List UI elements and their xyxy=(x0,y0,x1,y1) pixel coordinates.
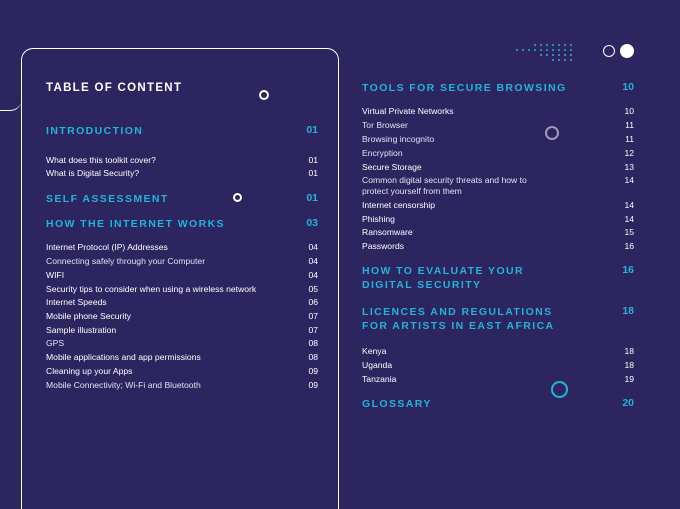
toc-page-number: 19 xyxy=(624,374,634,384)
grid-dot xyxy=(546,54,548,56)
grid-dot xyxy=(552,44,554,46)
toc-page-number: 08 xyxy=(308,338,318,348)
toc-page-number: 01 xyxy=(308,155,318,165)
toc-entry[interactable]: Ransomware xyxy=(362,227,413,237)
decorative-filled-circle-icon xyxy=(620,44,634,58)
toc-entry[interactable]: Browsing incognito xyxy=(362,134,435,144)
section-introduction[interactable]: INTRODUCTION xyxy=(46,125,144,137)
toc-entry[interactable]: Internet Speeds xyxy=(46,297,107,307)
section-secure-browsing[interactable]: TOOLS FOR SECURE BROWSING xyxy=(362,82,567,94)
toc-entry[interactable]: Encryption xyxy=(362,148,403,158)
toc-page-number: 04 xyxy=(308,270,318,280)
grid-dot xyxy=(564,59,566,61)
section-licences-line2[interactable]: FOR ARTISTS IN EAST AFRICA xyxy=(362,320,555,332)
toc-entry-continued[interactable]: protect yourself from them xyxy=(362,186,462,196)
grid-dot xyxy=(558,59,560,61)
grid-dot xyxy=(558,49,560,51)
toc-page-number: 09 xyxy=(308,380,318,390)
page-title: TABLE OF CONTENT xyxy=(46,82,183,94)
toc-page-number: 05 xyxy=(308,284,318,294)
section-page-number: 16 xyxy=(622,264,634,276)
grid-dot xyxy=(552,59,554,61)
grid-dot xyxy=(522,49,524,51)
toc-page-number: 04 xyxy=(308,242,318,252)
section-evaluate-security-line2[interactable]: DIGITAL SECURITY xyxy=(362,279,482,291)
toc-page-number: 14 xyxy=(624,214,634,224)
toc-page-number: 11 xyxy=(625,134,634,144)
toc-entry[interactable]: Common digital security threats and how to xyxy=(362,175,527,185)
grid-dot xyxy=(564,44,566,46)
grid-dot xyxy=(564,54,566,56)
section-licences[interactable]: LICENCES AND REGULATIONS xyxy=(362,306,553,318)
toc-entry[interactable]: Tor Browser xyxy=(362,120,408,130)
toc-entry[interactable]: Secure Storage xyxy=(362,162,422,172)
section-page-number: 01 xyxy=(306,124,318,136)
toc-page-number: 18 xyxy=(624,360,634,370)
grid-dot xyxy=(570,54,572,56)
grid-dot xyxy=(540,54,542,56)
grid-dot xyxy=(558,54,560,56)
toc-page-number: 15 xyxy=(624,227,634,237)
decorative-ring-icon xyxy=(551,381,568,398)
toc-page-number: 08 xyxy=(308,352,318,362)
toc-page-number: 11 xyxy=(625,120,634,130)
toc-page-number: 06 xyxy=(308,297,318,307)
toc-page-number: 01 xyxy=(308,168,318,178)
toc-entry[interactable]: What is Digital Security? xyxy=(46,168,140,178)
toc-page-number: 04 xyxy=(308,256,318,266)
toc-entry[interactable]: Passwords xyxy=(362,241,405,251)
toc-entry[interactable]: Virtual Private Networks xyxy=(362,106,454,116)
grid-dot xyxy=(540,49,542,51)
grid-dot xyxy=(570,49,572,51)
toc-entry[interactable]: GPS xyxy=(46,338,65,348)
frame-corner-line xyxy=(0,48,22,111)
decorative-ring-icon xyxy=(545,126,559,140)
grid-dot xyxy=(528,49,530,51)
section-self-assessment[interactable]: SELF ASSESSMENT xyxy=(46,193,169,205)
toc-page-number: 07 xyxy=(308,311,318,321)
grid-dot xyxy=(534,49,536,51)
grid-dot xyxy=(558,44,560,46)
section-page-number: 03 xyxy=(306,217,318,229)
grid-dot xyxy=(552,49,554,51)
toc-entry[interactable]: Connecting safely through your Computer xyxy=(46,256,206,266)
section-page-number: 20 xyxy=(622,397,634,409)
toc-entry[interactable]: Security tips to consider when using a wireless network xyxy=(46,284,257,294)
toc-page-number: 10 xyxy=(624,106,634,116)
grid-dot xyxy=(570,44,572,46)
toc-entry[interactable]: Uganda xyxy=(362,360,393,370)
section-page-number: 10 xyxy=(622,81,634,93)
toc-entry[interactable]: Sample illustration xyxy=(46,325,117,335)
toc-page-number: 14 xyxy=(624,200,634,210)
decorative-ring-icon xyxy=(603,45,615,57)
toc-page-number: 16 xyxy=(624,241,634,251)
toc-entry[interactable]: Mobile applications and app permissions xyxy=(46,352,201,362)
section-page-number: 18 xyxy=(622,305,634,317)
toc-entry[interactable]: Cleaning up your Apps xyxy=(46,366,133,376)
toc-page-number: 09 xyxy=(308,366,318,376)
grid-dot xyxy=(516,49,518,51)
toc-page-number: 14 xyxy=(624,175,634,185)
decorative-ring-icon xyxy=(233,193,242,202)
grid-dot xyxy=(534,44,536,46)
toc-entry[interactable]: Kenya xyxy=(362,346,387,356)
grid-dot xyxy=(552,54,554,56)
section-page-number: 01 xyxy=(306,192,318,204)
grid-dot xyxy=(546,49,548,51)
toc-entry[interactable]: Internet Protocol (IP) Addresses xyxy=(46,242,168,252)
toc-entry[interactable]: Mobile Connectivity; Wi-Fi and Bluetooth xyxy=(46,380,201,390)
toc-page-number: 18 xyxy=(624,346,634,356)
section-evaluate-security[interactable]: HOW TO EVALUATE YOUR xyxy=(362,265,524,277)
decorative-ring-icon xyxy=(259,90,269,100)
grid-dot xyxy=(540,44,542,46)
toc-entry[interactable]: WIFI xyxy=(46,270,65,280)
toc-entry[interactable]: What does this toolkit cover? xyxy=(46,155,156,165)
toc-page-number: 07 xyxy=(308,325,318,335)
toc-page-number: 13 xyxy=(624,162,634,172)
toc-entry[interactable]: Internet censorship xyxy=(362,200,436,210)
section-internet-works[interactable]: HOW THE INTERNET WORKS xyxy=(46,218,225,230)
toc-entry[interactable]: Phishing xyxy=(362,214,395,224)
toc-entry[interactable]: Mobile phone Security xyxy=(46,311,132,321)
grid-dot xyxy=(570,59,572,61)
section-glossary[interactable]: GLOSSARY xyxy=(362,398,432,410)
toc-page-number: 12 xyxy=(624,148,634,158)
grid-dot xyxy=(564,49,566,51)
grid-dot xyxy=(546,44,548,46)
toc-entry[interactable]: Tanzania xyxy=(362,374,397,384)
